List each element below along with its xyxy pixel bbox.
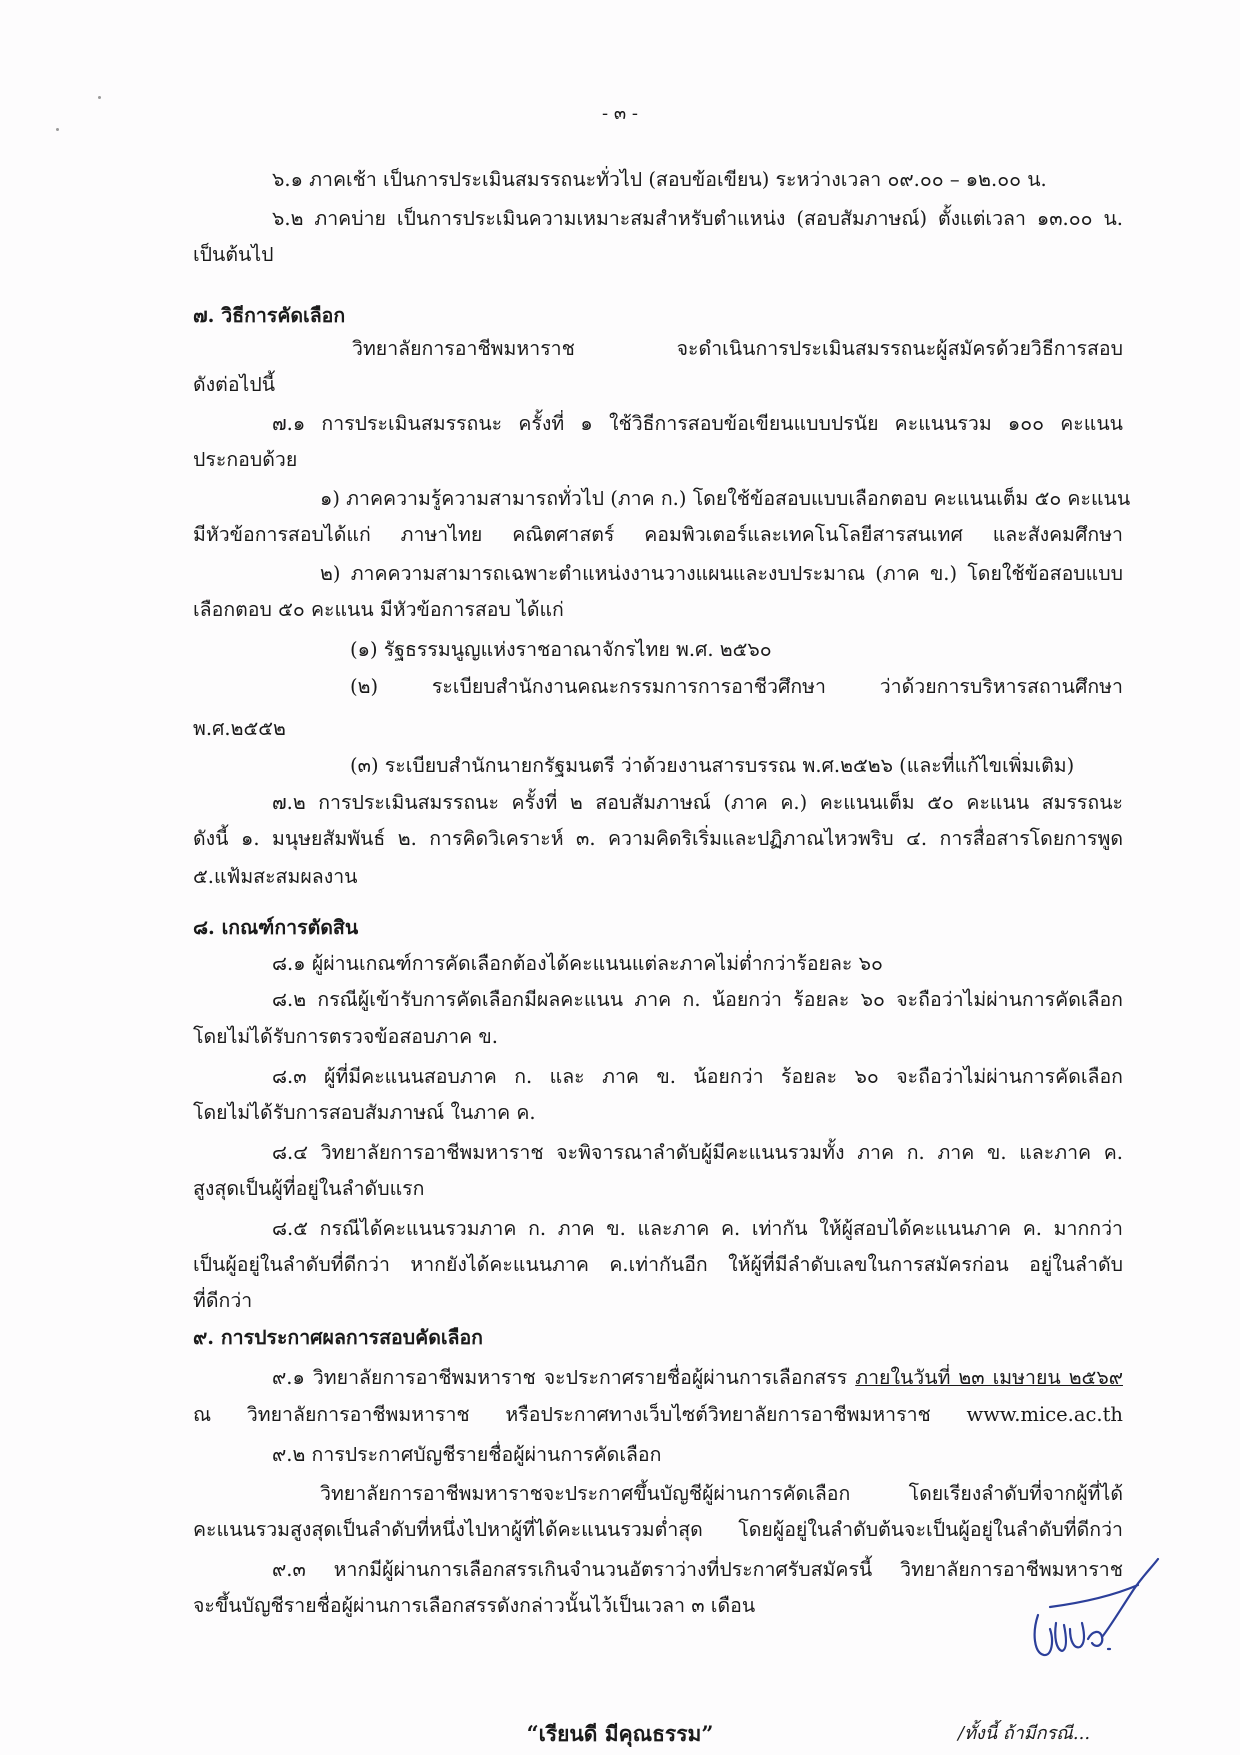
handwritten-signature: [1010, 1545, 1160, 1675]
paragraph-7-1: ๗.๑ การประเมินสมรรถนะ ครั้งที่ ๑ ใช้วิธีการสอบข้อเขียนแบบปรนัย คะแนนรวม ๑๐๐ คะแนน: [272, 412, 1123, 435]
paragraph-7-2: ๗.๒ การประเมินสมรรถนะ ครั้งที่ ๒ สอบสัมภาษณ์ (ภาค ค.) คะแนนเต็ม ๕๐ คะแนน สมรรถนะ: [272, 791, 1123, 814]
paragraph-9-3-cont: จะขึ้นบัญชีรายชื่อผู้ผ่านการเลือกสรรดังกล่าวนั้นไว้เป็นเวลา ๓ เดือน: [193, 1594, 756, 1617]
paragraph-7-1-cont: ประกอบด้วย: [193, 448, 298, 471]
paragraph-8-5-cont: เป็นผู้อยู่ในลำดับที่ดีกว่า หากยังได้คะแนนภาค ค.เท่ากันอีก ให้ผู้ที่มีลำดับเลขในการสมัครก่อน อยู่ในลำดับ: [193, 1253, 1123, 1276]
announcement-date: ภายในวันที่ ๒๓ เมษายน ๒๕๖๙: [855, 1366, 1123, 1389]
paragraph-9-1-cont: ณ วิทยาลัยการอาชีพมหาราช หรือประกาศทางเว็บไซต์วิทยาลัยการอาชีพมหาราช www.mice.ac.th: [193, 1403, 1123, 1426]
scan-speck: [56, 128, 59, 131]
paragraph-8-5-cont2: ที่ดีกว่า: [193, 1289, 253, 1312]
part-2-cont: เลือกตอบ ๕๐ คะแนน มีหัวข้อการสอบ ได้แก่: [193, 598, 564, 621]
paragraph-8-4: ๘.๔ วิทยาลัยการอาชีพมหาราช จะพิจารณาลำดับผู้มีคะแนนรวมทั้ง ภาค ก. ภาค ข. และภาค ค.: [272, 1141, 1123, 1164]
part-2: ๒) ภาคความสามารถเฉพาะตำแหน่งงานวางแผนและงบประมาณ (ภาค ข.) โดยใช้ข้อสอบแบบ: [320, 562, 1123, 585]
heading-section-9: ๙. การประกาศผลการสอบคัดเลือก: [193, 1326, 483, 1349]
heading-section-7: ๗. วิธีการคัดเลือก: [193, 304, 346, 327]
heading-section-8: ๘. เกณฑ์การตัดสิน: [193, 916, 359, 939]
paragraph-8-2: ๘.๒ กรณีผู้เข้ารับการคัดเลือกมีผลคะแนน ภาค ก. น้อยกว่า ร้อยละ ๖๐ จะถือว่าไม่ผ่านการคัดเลือก: [272, 988, 1123, 1011]
paragraph-9-2: ๙.๒ การประกาศบัญชีรายชื่อผู้ผ่านการคัดเลือก: [272, 1443, 662, 1466]
paragraph-9-1-text: ๙.๑ วิทยาลัยการอาชีพมหาราช จะประกาศรายชื่อผู้ผ่านการเลือกสรร: [272, 1366, 856, 1389]
paragraph-9-3: ๙.๓ หากมีผู้ผ่านการเลือกสรรเกินจำนวนอัตราว่างที่ประกาศรับสมัครนี้ วิทยาลัยการอาชีพมหาราช: [272, 1558, 1123, 1581]
paragraph-8-1: ๘.๑ ผู้ผ่านเกณฑ์การคัดเลือกต้องได้คะแนนแต่ละภาคไม่ต่ำกว่าร้อยละ ๖๐: [272, 952, 883, 975]
paragraph-9-2-body-cont: คะแนนรวมสูงสุดเป็นลำดับที่หนึ่งไปหาผู้ที่ได้คะแนนรวมต่ำสุด โดยผู้อยู่ในลำดับต้นจะเป็นผู้อยู่ในลำดับที่ดีกว่า: [193, 1518, 1123, 1541]
section-7-intro: วิทยาลัยการอาชีพมหาราช จะดำเนินการประเมินสมรรถนะผู้สมัครด้วยวิธีการสอบ: [352, 337, 1123, 360]
page-number: - ๓ -: [602, 103, 638, 124]
paragraph-8-3: ๘.๓ ผู้ที่มีคะแนนสอบภาค ก. และ ภาค ข. น้อยกว่า ร้อยละ ๖๐ จะถือว่าไม่ผ่านการคัดเลือก: [272, 1065, 1123, 1088]
paragraph-8-3-cont: โดยไม่ได้รับการสอบสัมภาษณ์ ในภาค ค.: [193, 1101, 536, 1124]
paragraph-8-5: ๘.๕ กรณีได้คะแนนรวมภาค ก. ภาค ข. และภาค ค. เท่ากัน ให้ผู้สอบได้คะแนนภาค ค. มากกว่า: [272, 1217, 1123, 1240]
paragraph-7-2-cont2: ๕.แฟ้มสะสมผลงาน: [193, 865, 358, 888]
subject-3: (๓) ระเบียบสำนักนายกรัฐมนตรี ว่าด้วยงานสารบรรณ พ.ศ.๒๕๒๖ (และที่แก้ไขเพิ่มเติม): [350, 754, 1075, 777]
paragraph-9-2-body: วิทยาลัยการอาชีพมหาราชจะประกาศขึ้นบัญชีผู้ผ่านการคัดเลือก โดยเรียงลำดับที่จากผู้ที่ได้: [320, 1482, 1123, 1505]
subject-1: (๑) รัฐธรรมนูญแห่งราชอาณาจักรไทย พ.ศ. ๒๕๖๐: [350, 638, 772, 661]
section-7-intro-cont: ดังต่อไปนี้: [193, 373, 276, 396]
paragraph-6-2: ๖.๒ ภาคบ่าย เป็นการประเมินความเหมาะสมสำหรับตำแหน่ง (สอบสัมภาษณ์) ตั้งแต่เวลา ๑๓.๐๐ น.: [272, 207, 1123, 230]
paragraph-8-2-cont: โดยไม่ได้รับการตรวจข้อสอบภาค ข.: [193, 1025, 498, 1048]
subject-2: (๒) ระเบียบสำนักงานคณะกรรมการการอาชีวศึกษา ว่าด้วยการบริหารสถานศึกษา: [350, 675, 1123, 698]
paragraph-6-2-cont: เป็นต้นไป: [193, 243, 274, 266]
part-1: ๑) ภาคความรู้ความสามารถทั่วไป (ภาค ก.) โดยใช้ข้อสอบแบบเลือกตอบ คะแนนเต็ม ๕๐ คะแนน: [320, 487, 1131, 510]
paragraph-6-1: ๖.๑ ภาคเช้า เป็นการประเมินสมรรถนะทั่วไป (สอบข้อเขียน) ระหว่างเวลา ๐๙.๐๐ – ๑๒.๐๐ น.: [272, 168, 1047, 191]
paragraph-9-1: [272, 1364, 1123, 1392]
subject-2-cont: พ.ศ.๒๕๕๒: [193, 717, 286, 740]
college-motto: “เรียนดี มีคุณธรรม”: [526, 1721, 714, 1746]
part-1-cont: มีหัวข้อการสอบได้แก่ ภาษาไทย คณิตศาสตร์ คอมพิวเตอร์และเทคโนโลยีสารสนเทศ และสังคมศึกษา: [193, 523, 1123, 546]
paragraph-8-4-cont: สูงสุดเป็นผู้ที่อยู่ในลำดับแรก: [193, 1177, 425, 1200]
continuation-note: /ทั้งนี้ ถ้ามีกรณี...: [958, 1723, 1091, 1744]
paragraph-7-2-cont: ดังนี้ ๑. มนุษยสัมพันธ์ ๒. การคิดวิเคราะห์ ๓. ความคิดริเริ่มและปฏิภาณไหวพริบ ๔. การสื่อสารโดยการพูด: [193, 827, 1123, 850]
